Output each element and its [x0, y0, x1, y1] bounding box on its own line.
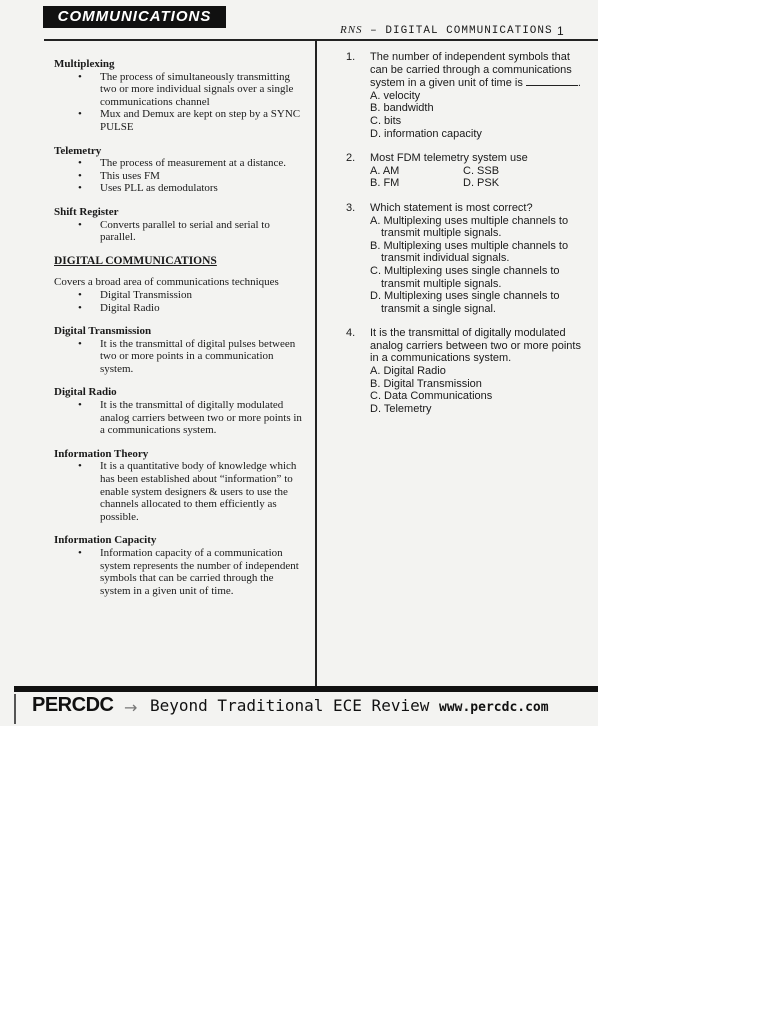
option: C. bits	[370, 114, 402, 127]
heading-multiplexing: Multiplexing	[54, 58, 115, 70]
bullet-item: • The process of measurement at a distance.	[54, 157, 306, 170]
bullet-item: • Digital Transmission	[54, 289, 306, 302]
answer-blank	[526, 76, 578, 86]
bullet-item: • Mux and Demux are kept on step by a SYNC PULSE	[54, 108, 306, 133]
footer-rule	[14, 686, 598, 692]
question-stem: It is the transmittal of digitally modulated analog carriers between two or more points in a communications system.	[370, 327, 581, 365]
footer-url: www.percdc.com	[439, 700, 549, 715]
question-stem: Which statement is most correct?	[370, 201, 533, 214]
bullet-list	[54, 547, 306, 597]
option: C. Multiplexing uses single channels to transmit multiple signals.	[370, 264, 560, 290]
percdc-logo: PERCDC	[32, 694, 114, 716]
bullet-item: • Uses PLL as demodulators	[54, 182, 306, 195]
bullet-list	[54, 460, 306, 523]
heading-shift-register: Shift Register	[54, 205, 119, 218]
section-multiplexing	[54, 58, 306, 134]
bullet-list	[54, 338, 306, 376]
notes-column	[54, 58, 306, 608]
question-3	[346, 202, 581, 315]
section-information-capacity	[54, 534, 306, 597]
question-stem: Most FDM telemetry system use	[370, 152, 528, 165]
bullet-item: • Digital Radio	[54, 302, 306, 315]
option: B. Multiplexing uses multiple channels to transmit individual signals.	[370, 239, 569, 265]
heading-digital-radio: Digital Radio	[54, 386, 117, 399]
bullet-list	[54, 71, 306, 134]
header-title: – DIGITAL COMMUNICATIONS	[370, 25, 553, 37]
option: A. Multiplexing uses multiple channels to transmit multiple signals.	[370, 214, 569, 240]
question-number: 4.	[346, 327, 356, 340]
option: A. AM	[370, 164, 400, 177]
section-shift-register	[54, 206, 306, 244]
section-digital-transmission	[54, 325, 306, 375]
option: D. Multiplexing uses single channels to transmit a single signal.	[370, 290, 560, 315]
option: B. Digital Transmission	[370, 377, 482, 390]
bullet-item: • Information capacity of a communication system represents the number of independent symbols that can be carried through the system in a given unit of time.	[54, 547, 306, 597]
bullet-item: • It is the transmittal of digital pulses between two or more points in a communication system.	[54, 338, 306, 376]
question-1	[346, 51, 581, 140]
header-rule	[44, 39, 598, 41]
bullet-item: • It is the transmittal of digitally modulated analog carriers between two or more points in a communications system.	[54, 399, 306, 437]
bullet-item: • It is a quantitative body of knowledge which has been established about “information” to enable system designers & users to use the channels allocated to them efficiently as possible.	[54, 460, 306, 523]
option: C. SSB	[463, 164, 500, 177]
course-code: RNS	[340, 24, 363, 36]
heading-telemetry: Telemetry	[54, 144, 102, 157]
bullet-item: • This uses FM	[54, 170, 306, 183]
section-telemetry	[54, 145, 306, 195]
bullet-item: • The process of simultaneously transmitting two or more individual signals over a single communications channel	[54, 71, 306, 109]
bullet-list	[54, 289, 306, 314]
heading-information-capacity: Information Capacity	[54, 534, 157, 547]
option: D. information capacity	[370, 127, 482, 140]
section-banner: COMMUNICATIONS	[43, 6, 226, 28]
section-digital-radio	[54, 386, 306, 436]
heading-digital-transmission: Digital Transmission	[54, 325, 152, 338]
footer	[14, 694, 598, 724]
option: B. FM	[370, 177, 400, 190]
intro-text: Covers a broad area of communications techniques	[54, 276, 279, 289]
section-information-theory	[54, 448, 306, 524]
option: A. Digital Radio	[370, 365, 446, 378]
question-4	[346, 327, 581, 415]
questions-column	[346, 51, 581, 427]
option-row	[370, 165, 581, 178]
arrow-icon: →	[124, 698, 138, 717]
option: A. velocity	[370, 89, 421, 102]
heading-information-theory: Information Theory	[54, 447, 149, 460]
bullet-item: • Converts parallel to serial and serial to parallel.	[54, 219, 306, 244]
bullet-list	[54, 219, 306, 244]
column-divider	[315, 40, 317, 686]
page-number: 1	[557, 24, 564, 38]
option: D. PSK	[463, 177, 500, 190]
option-row	[370, 177, 581, 190]
question-stem: The number of independent symbols that can be carried through a communications system in a given unit of time is .	[370, 51, 581, 90]
heading-digital-communications: DIGITAL COMMUNICATIONS	[54, 254, 217, 267]
footer-tagline: Beyond Traditional ECE Review www.percdc.com	[150, 696, 549, 715]
option: C. Data Communications	[370, 390, 493, 403]
bullet-list	[54, 157, 306, 195]
running-header	[340, 24, 553, 37]
section-digital-communications	[54, 255, 306, 314]
option: D. Telemetry	[370, 402, 432, 415]
question-number: 2.	[346, 152, 356, 165]
bullet-list	[54, 399, 306, 437]
question-number: 1.	[346, 51, 356, 63]
question-number: 3.	[346, 201, 356, 214]
option: B. bandwidth	[370, 102, 434, 115]
question-2	[346, 152, 581, 190]
